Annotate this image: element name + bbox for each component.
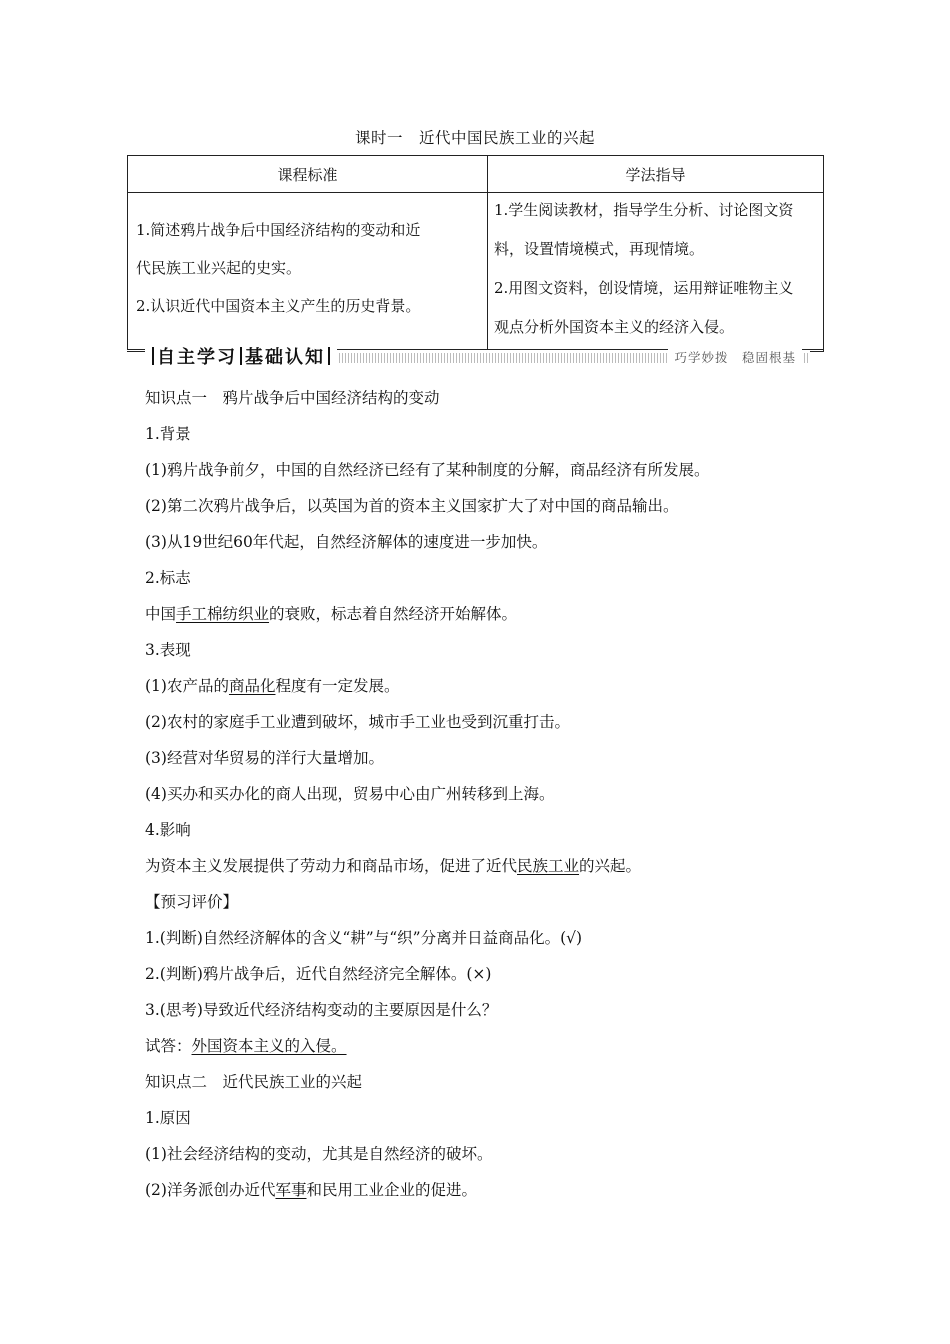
cause2-underlined: 军事 [275,1181,307,1199]
header-guidance: 学法指导 [488,156,824,193]
sign-pre: 中国 [145,605,177,623]
banner-divider [152,347,154,365]
cause-item-1: (1)社会经济结构的变动，尤其是自然经济的破坏。 [145,1145,493,1163]
banner-divider [328,347,330,365]
banner-divider [240,347,242,365]
sign-heading: 2.标志 [145,569,191,587]
section-banner [127,345,824,371]
perf1-pre: (1)农产品的 [145,677,229,695]
lesson-title: 课时一 近代中国民族工业的兴起 [354,129,595,147]
banner-title-right: 基础认知 [245,347,325,368]
banner-right-tick [823,345,824,351]
infl-post: 的兴起。 [579,857,642,875]
banner-right-rule [810,351,824,352]
performance-item-3: (3)经营对华贸易的洋行大量增加。 [145,749,384,767]
answer-underlined: 外国资本主义的入侵。 [191,1037,347,1055]
guidance-line-1: 1.学生阅读教材，指导学生分析、讨论图文资 [494,201,794,219]
answer [145,1028,825,1064]
standard-line-2: 代民族工业兴起的史实。 [136,259,302,277]
influence-text [145,848,825,884]
question-1: 1.(判断)自然经济解体的含义“耕”与“织”分离并日益商品化。(√) [145,929,583,947]
banner-title-left: 自主学习 [157,347,237,368]
banner-slogan: 巧学妙拨 稳固根基 [668,345,802,371]
curriculum-table [127,155,824,350]
knowledge-point-1-title: 知识点一 鸦片战争后中国经济结构的变动 [145,389,440,407]
performance-heading: 3.表现 [145,641,191,659]
background-item-1: (1)鸦片战争前夕，中国的自然经济已经有了某种制度的分解，商品经济有所发展。 [145,461,710,479]
table-header-row [128,156,824,193]
knowledge-point-2-title: 知识点二 近代民族工业的兴起 [145,1073,363,1091]
cause-item-2 [145,1172,825,1208]
performance-item-2: (2)农村的家庭手工业遭到破坏，城市手工业也受到沉重打击。 [145,713,570,731]
cause2-post: 和民用工业企业的促进。 [306,1181,477,1199]
perf1-post: 程度有一定发展。 [275,677,400,695]
guidance-cell [488,193,824,350]
cause-heading: 1.原因 [145,1109,191,1127]
standard-line-1: 1.简述鸦片战争后中国经济结构的变动和近 [136,221,421,239]
sign-post: 的衰败，标志着自然经济开始解体。 [269,605,518,623]
influence-heading: 4.影响 [145,821,191,839]
performance-item-4: (4)买办和买办化的商人出现，贸易中心由广州转移到上海。 [145,785,555,803]
background-heading: 1.背景 [145,425,191,443]
standard-line-3: 2.认识近代中国资本主义产生的历史背景。 [136,297,421,315]
lesson-body [145,380,825,1208]
preview-heading: 【预习评价】 [145,893,239,911]
table-row [128,193,824,350]
infl-pre: 为资本主义发展提供了劳动力和商品市场，促进了近代 [145,857,518,875]
sign-underlined: 手工棉纺织业 [176,605,270,623]
perf1-underlined: 商品化 [228,677,276,695]
guidance-line-2: 料，设置情境模式，再现情境。 [494,240,705,258]
cause2-pre: (2)洋务派创办近代 [145,1181,276,1199]
standard-cell [128,193,488,350]
question-3: 3.(思考)导致近代经济结构变动的主要原因是什么？ [145,1001,498,1019]
answer-pre: 试答： [145,1037,192,1055]
performance-item-1 [145,668,825,704]
background-item-3: (3)从19世纪60年代起，自然经济解体的速度进一步加快。 [145,533,548,551]
infl-underlined: 民族工业 [517,857,580,875]
background-item-2: (2)第二次鸦片战争后，以英国为首的资本主义国家扩大了对中国的商品输出。 [145,497,679,515]
banner-title [145,345,337,371]
header-standard: 课程标准 [128,156,488,193]
question-2: 2.(判断)鸦片战争后，近代自然经济完全解体。(×) [145,965,492,983]
sign-text [145,596,825,632]
guidance-line-3: 2.用图文资料，创设情境，运用辩证唯物主义 [494,279,794,297]
guidance-line-4: 观点分析外国资本主义的经济入侵。 [494,318,735,336]
